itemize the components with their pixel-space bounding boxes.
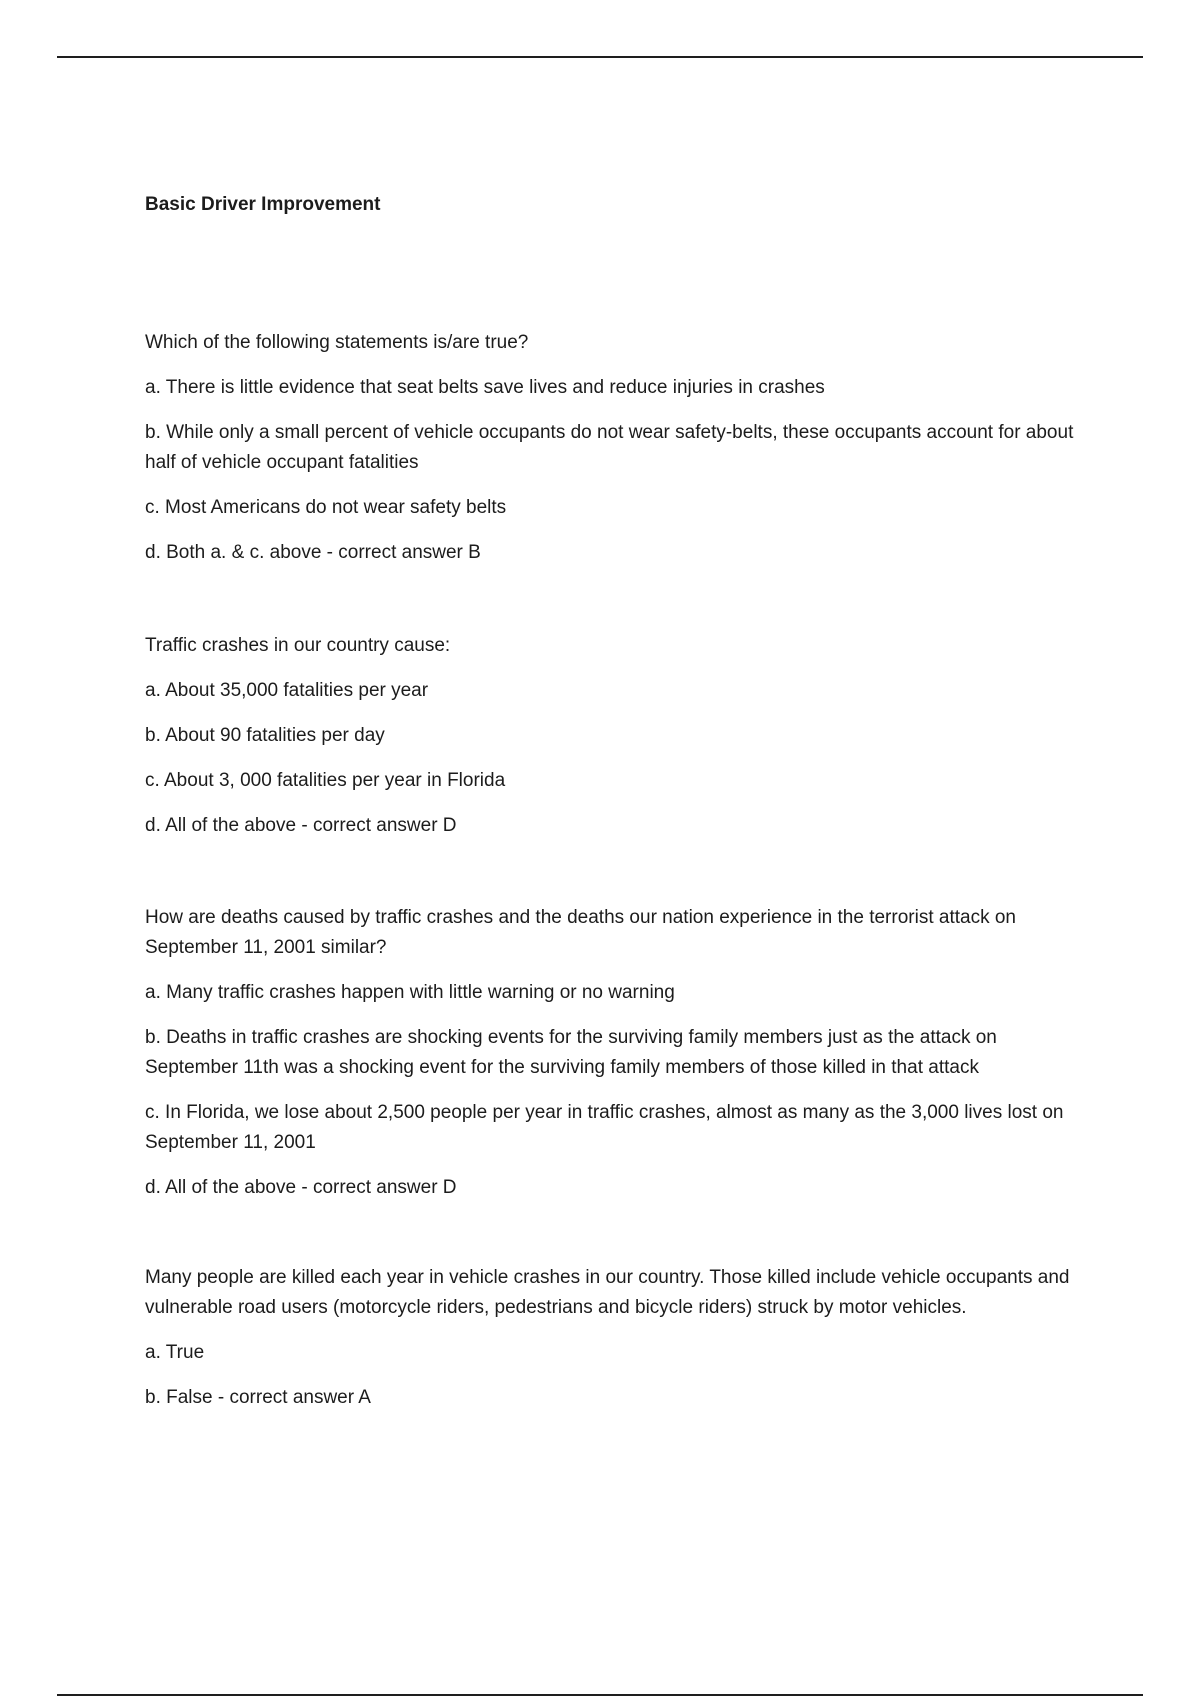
answer-option: b. About 90 fatalities per day	[145, 725, 385, 746]
answer-option: c. Most Americans do not wear safety belts	[145, 497, 507, 518]
answer-option: b. While only a small percent of vehicle occupants do not wear safety-belts, these occupants account for about half of vehicle occupant fatalities	[145, 422, 1074, 473]
answer-option: d. Both a. & c. above - correct answer B	[145, 542, 481, 563]
answer-option: c. About 3, 000 fatalities per year in Florida	[145, 770, 506, 791]
footer-rule	[57, 1694, 1143, 1696]
question-prompt: How are deaths caused by traffic crashes and the deaths our nation experience in the terrorist attack on September 11, 2001 similar?	[145, 907, 1016, 958]
document-title: Basic Driver Improvement	[145, 194, 381, 215]
header-rule	[57, 56, 1143, 58]
question-prompt: Traffic crashes in our country cause:	[145, 635, 451, 656]
question-4	[145, 1263, 1095, 1428]
question-3	[145, 903, 1095, 1218]
answer-option: a. Many traffic crashes happen with little warning or no warning	[145, 982, 675, 1003]
question-1	[145, 328, 1095, 583]
answer-option: d. All of the above - correct answer D	[145, 1177, 457, 1198]
answer-option: a. True	[145, 1342, 205, 1363]
answer-option: a. About 35,000 fatalities per year	[145, 680, 429, 701]
question-prompt: Many people are killed each year in vehicle crashes in our country. Those killed include vehicle occupants and vulnerable road users (motorcycle riders, pedestrians and bicycle riders) struck by motor vehicles.	[145, 1267, 1070, 1318]
answer-option: a. There is little evidence that seat belts save lives and reduce injuries in crashes	[145, 377, 825, 398]
question-prompt: Which of the following statements is/are true?	[145, 332, 529, 353]
answer-option: c. In Florida, we lose about 2,500 people per year in traffic crashes, almost as many as the 3,000 lives lost on September 11, 2001	[145, 1102, 1064, 1153]
answer-option: d. All of the above - correct answer D	[145, 815, 457, 836]
question-2	[145, 631, 1095, 856]
answer-option: b. Deaths in traffic crashes are shocking events for the surviving family members just as the attack on September 11th was a shocking event for the surviving family members of those killed in that attack	[145, 1027, 997, 1078]
answer-option: b. False - correct answer A	[145, 1387, 371, 1408]
